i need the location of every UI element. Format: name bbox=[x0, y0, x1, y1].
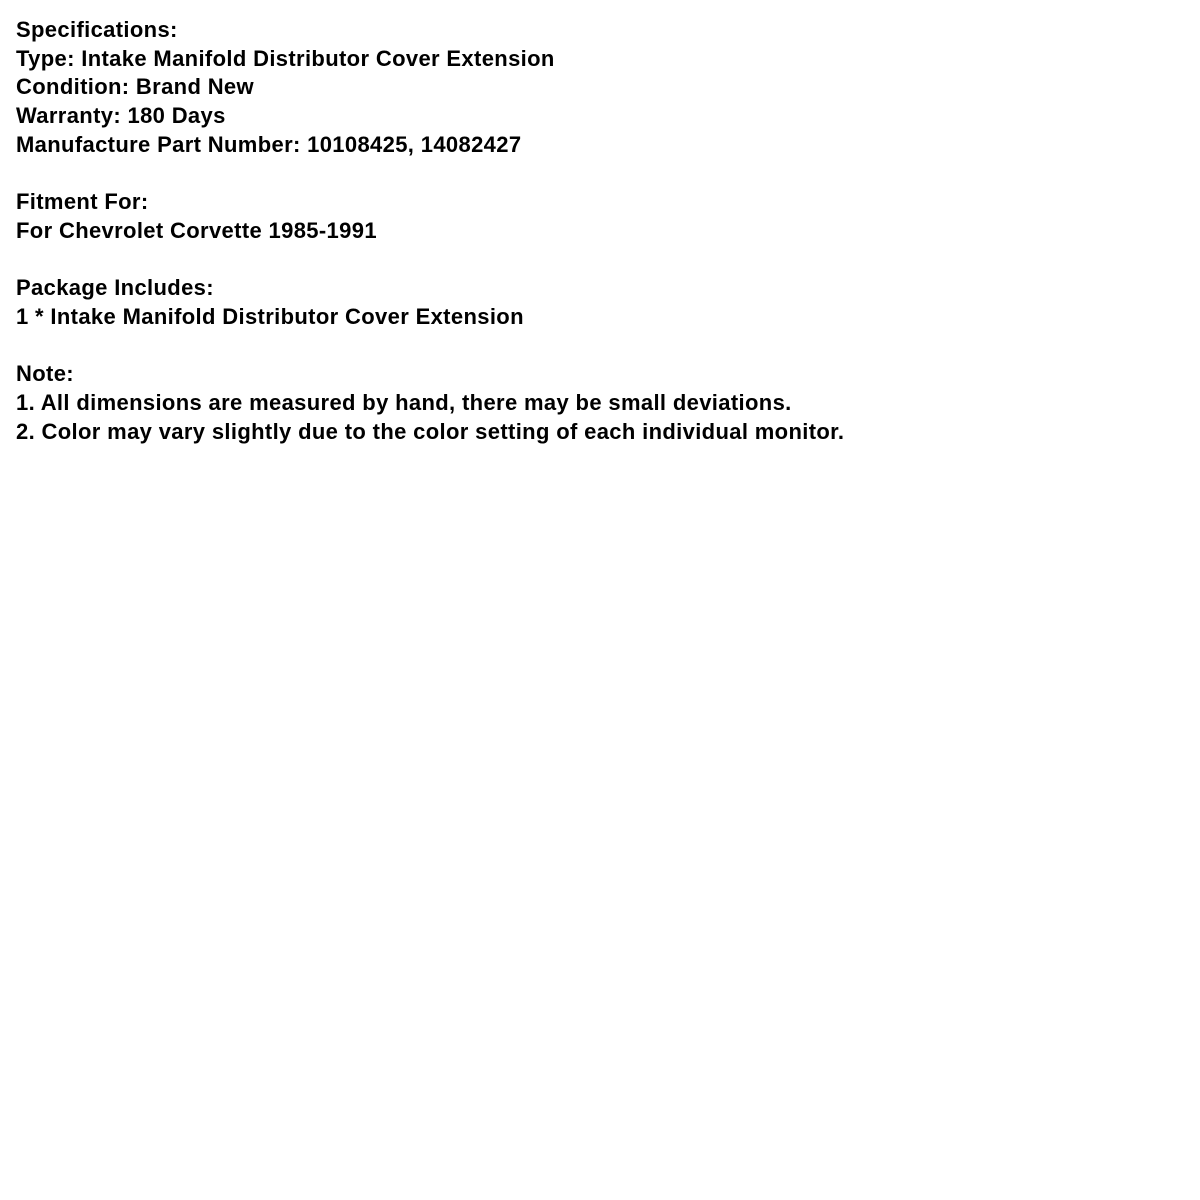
note-heading: Note: bbox=[16, 361, 74, 387]
note-section bbox=[16, 360, 1184, 446]
package-heading: Package Includes: bbox=[16, 275, 214, 301]
product-description bbox=[16, 16, 1184, 475]
spec-type: Type: Intake Manifold Distributor Cover Extension bbox=[16, 45, 555, 71]
note-item-1: 1. All dimensions are measured by hand, there may be small deviations. bbox=[16, 390, 792, 416]
fitment-vehicle: For Chevrolet Corvette 1985-1991 bbox=[16, 217, 377, 243]
specifications-section bbox=[16, 16, 1184, 160]
package-item: 1 * Intake Manifold Distributor Cover Extension bbox=[16, 304, 524, 329]
specifications-heading: Specifications: bbox=[16, 17, 178, 42]
fitment-section bbox=[16, 188, 1184, 245]
spec-condition: Condition: Brand New bbox=[16, 74, 254, 100]
package-section bbox=[16, 274, 1184, 331]
note-item-2: 2. Color may vary slightly due to the color setting of each individual monitor. bbox=[16, 418, 845, 444]
spec-warranty: Warranty: 180 Days bbox=[16, 103, 226, 129]
fitment-heading: Fitment For: bbox=[16, 189, 149, 215]
spec-part-number: Manufacture Part Number: 10108425, 14082427 bbox=[16, 131, 522, 157]
